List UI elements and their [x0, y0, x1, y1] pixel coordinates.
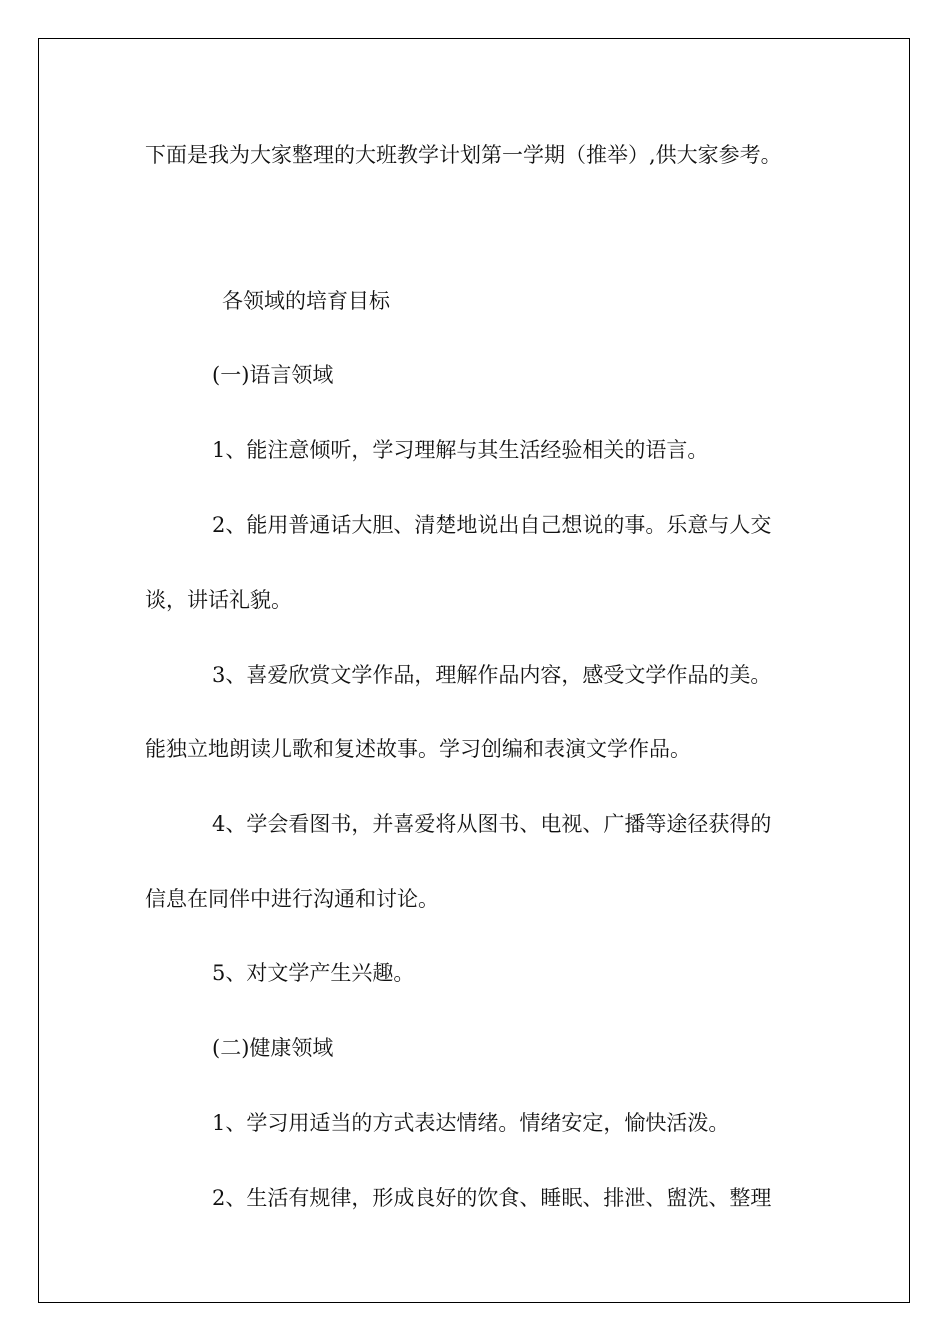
intro-paragraph: 下面是我为大家整理的大班教学计划第一学期（推举）,供大家参考。 — [145, 143, 782, 167]
health-item-1: 1、学习用适当的方式表达情绪。情绪安定，愉快活泼。 — [212, 1111, 730, 1135]
language-item-3-line-1: 3、喜爱欣赏文学作品，理解作品内容，感受文学作品的美。 — [212, 663, 772, 687]
language-item-2-line-1: 2、能用普通话大胆、清楚地说出自己想说的事。乐意与人交 — [212, 513, 772, 537]
section-title: 各领域的培育目标 — [222, 289, 390, 313]
language-item-4-line-1: 4、学会看图书，并喜爱将从图书、电视、广播等途径获得的 — [212, 812, 772, 836]
language-item-1: 1、能注意倾听，学习理解与其生活经验相关的语言。 — [212, 438, 709, 462]
language-item-3-line-2: 能独立地朗读儿歌和复述故事。学习创编和表演文学作品。 — [145, 737, 691, 761]
language-item-2-line-2: 谈，讲话礼貌。 — [145, 588, 292, 612]
health-heading: (二)健康领域 — [212, 1036, 334, 1060]
health-item-2-line-1: 2、生活有规律，形成良好的饮食、睡眠、排泄、盥洗、整理 — [212, 1186, 772, 1210]
language-item-4-line-2: 信息在同伴中进行沟通和讨论。 — [145, 887, 439, 911]
language-item-5: 5、对文学产生兴趣。 — [212, 961, 415, 985]
language-heading: (一)语言领域 — [212, 363, 334, 387]
